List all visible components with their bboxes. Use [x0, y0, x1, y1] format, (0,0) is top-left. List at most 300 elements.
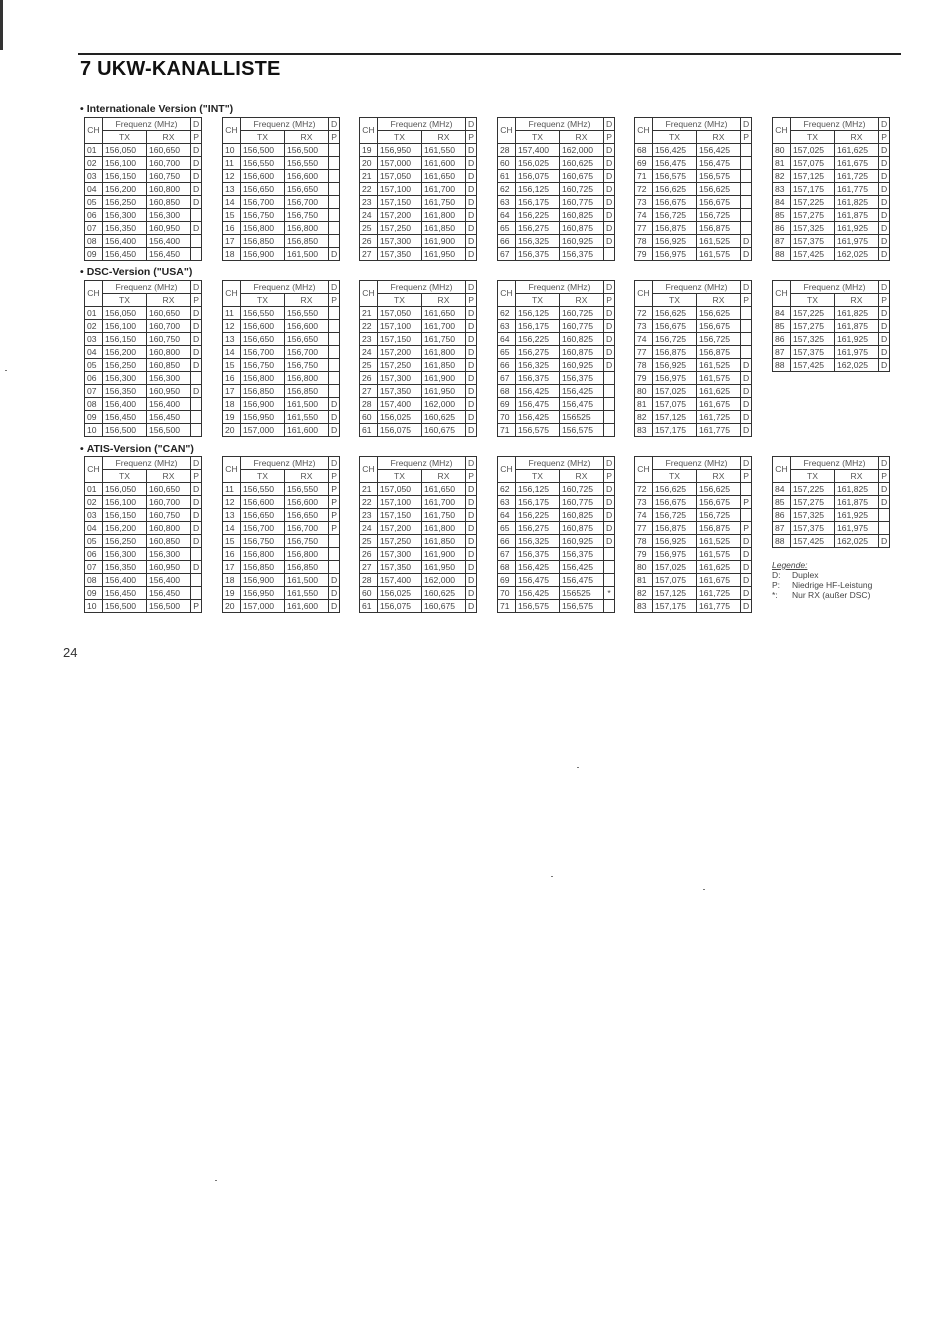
header-tx: TX — [241, 294, 285, 307]
rx-frequency: 160,775 — [560, 196, 604, 209]
table-row — [498, 209, 615, 222]
rx-frequency: 160,950 — [147, 561, 191, 574]
table-row — [773, 157, 890, 170]
channel-flag — [329, 548, 340, 561]
channel-number: 24 — [360, 522, 378, 535]
channel-number: 26 — [360, 548, 378, 561]
channel-number: 77 — [635, 522, 653, 535]
rx-frequency: 161,500 — [285, 574, 329, 587]
rx-frequency: 160,875 — [560, 346, 604, 359]
header-frequency: Frequenz (MHz) — [241, 281, 329, 294]
table-row — [360, 248, 477, 261]
tx-frequency: 156,500 — [103, 424, 147, 437]
header-row — [635, 457, 752, 470]
channel-flag: D — [466, 248, 477, 261]
rx-frequency: 161,500 — [285, 248, 329, 261]
channel-flag — [604, 548, 615, 561]
channel-flag: D — [604, 157, 615, 170]
header-d: D — [191, 118, 202, 131]
table-row — [635, 144, 752, 157]
tx-frequency: 156,650 — [241, 509, 285, 522]
header-row — [498, 281, 615, 294]
tx-frequency: 156,225 — [516, 333, 560, 346]
header-tx: TX — [103, 294, 147, 307]
table-header — [773, 457, 890, 483]
header-tx: TX — [791, 470, 835, 483]
rx-frequency: 161,875 — [835, 320, 879, 333]
header-rx: RX — [835, 294, 879, 307]
channel-number: 07 — [85, 222, 103, 235]
channel-flag: D — [466, 307, 477, 320]
header-d: D — [604, 457, 615, 470]
rx-frequency: 162,025 — [835, 359, 879, 372]
rx-frequency: 161,750 — [422, 333, 466, 346]
header-ch: CH — [223, 118, 241, 144]
channel-number: 23 — [360, 509, 378, 522]
rx-frequency: 161,800 — [422, 209, 466, 222]
channel-number: 81 — [773, 157, 791, 170]
rx-frequency: 156,725 — [697, 333, 741, 346]
header-row — [223, 457, 340, 470]
tx-frequency: 156,175 — [516, 320, 560, 333]
bullet-icon: • — [80, 103, 84, 115]
table-row — [360, 509, 477, 522]
channel-flag: D — [466, 509, 477, 522]
table-row — [360, 522, 477, 535]
table-row — [498, 144, 615, 157]
channel-number: 86 — [773, 222, 791, 235]
channel-number: 63 — [498, 196, 516, 209]
channel-flag: D — [604, 333, 615, 346]
tx-frequency: 156,275 — [516, 346, 560, 359]
table-row — [498, 307, 615, 320]
rx-frequency: 161,900 — [422, 235, 466, 248]
table-row — [773, 209, 890, 222]
header-d: D — [466, 281, 477, 294]
channel-number: 04 — [85, 183, 103, 196]
channel-flag — [604, 385, 615, 398]
channel-number: 78 — [635, 535, 653, 548]
tx-frequency: 157,175 — [653, 424, 697, 437]
rx-frequency: 156,650 — [285, 183, 329, 196]
channel-flag: D — [466, 333, 477, 346]
channel-number: 83 — [773, 183, 791, 196]
tx-frequency: 157,225 — [791, 483, 835, 496]
channel-number: 81 — [635, 398, 653, 411]
tx-frequency: 157,100 — [378, 183, 422, 196]
channel-number: 88 — [773, 359, 791, 372]
table-row — [360, 548, 477, 561]
table-row — [360, 496, 477, 509]
tx-frequency: 157,200 — [378, 209, 422, 222]
header-rx: RX — [560, 470, 604, 483]
table-row — [635, 320, 752, 333]
rx-frequency: 160,800 — [147, 183, 191, 196]
rx-frequency: 156,725 — [697, 509, 741, 522]
header-frequency: Frequenz (MHz) — [103, 281, 191, 294]
channel-flag: D — [604, 235, 615, 248]
tx-frequency: 156,450 — [103, 248, 147, 261]
rx-frequency: 156,425 — [560, 561, 604, 574]
channel-number: 74 — [635, 509, 653, 522]
rx-frequency: 160,725 — [560, 483, 604, 496]
tx-frequency: 157,000 — [241, 424, 285, 437]
channel-flag: D — [879, 157, 890, 170]
header-frequency: Frequenz (MHz) — [791, 118, 879, 131]
rx-frequency: 161,700 — [422, 496, 466, 509]
channel-flag — [741, 307, 752, 320]
table-row — [223, 411, 340, 424]
table-row — [223, 522, 340, 535]
table-header — [498, 281, 615, 307]
channel-flag — [191, 411, 202, 424]
channel-number: 26 — [360, 235, 378, 248]
tx-frequency: 157,350 — [378, 561, 422, 574]
table-row — [360, 183, 477, 196]
header-row — [498, 294, 615, 307]
rx-frequency: 161,850 — [422, 359, 466, 372]
tx-frequency: 156,300 — [103, 372, 147, 385]
header-p: P — [604, 131, 615, 144]
rx-frequency: 162,000 — [560, 144, 604, 157]
table-row — [360, 424, 477, 437]
table-row — [223, 509, 340, 522]
channel-flag: D — [466, 574, 477, 587]
tx-frequency: 157,425 — [791, 535, 835, 548]
header-d: D — [191, 281, 202, 294]
channel-number: 14 — [223, 522, 241, 535]
table-row — [498, 574, 615, 587]
table-row — [773, 248, 890, 261]
rx-frequency: 160,725 — [560, 307, 604, 320]
channel-flag: D — [329, 411, 340, 424]
rx-frequency: 156,400 — [147, 398, 191, 411]
channel-flag: D — [879, 307, 890, 320]
channel-number: 64 — [498, 333, 516, 346]
table-header — [635, 457, 752, 483]
channel-number: 63 — [498, 320, 516, 333]
channel-flag: D — [604, 346, 615, 359]
channel-number: 61 — [360, 424, 378, 437]
table-row — [223, 561, 340, 574]
header-p: P — [466, 131, 477, 144]
channel-number: 24 — [360, 209, 378, 222]
rx-frequency: 161,775 — [835, 183, 879, 196]
header-d: D — [191, 457, 202, 470]
tx-frequency: 157,250 — [378, 535, 422, 548]
channel-flag: D — [604, 320, 615, 333]
tx-frequency: 156,725 — [653, 509, 697, 522]
scan-speck — [5, 370, 7, 371]
header-rx: RX — [835, 131, 879, 144]
tx-frequency: 156,550 — [241, 307, 285, 320]
rx-frequency: 156,800 — [285, 372, 329, 385]
table-header — [498, 118, 615, 144]
channel-flag — [741, 144, 752, 157]
channel-flag: D — [191, 170, 202, 183]
channel-number: 83 — [635, 600, 653, 613]
rx-frequency: 160,875 — [560, 522, 604, 535]
channel-flag: D — [604, 222, 615, 235]
header-row — [360, 131, 477, 144]
table-row — [773, 170, 890, 183]
rx-frequency: 156,575 — [560, 600, 604, 613]
channel-flag: D — [741, 600, 752, 613]
channel-number: 12 — [223, 170, 241, 183]
tx-frequency: 156,150 — [103, 509, 147, 522]
table-row — [223, 183, 340, 196]
channel-flag: D — [466, 548, 477, 561]
channel-number: 21 — [360, 307, 378, 320]
table-row — [360, 209, 477, 222]
rx-frequency: 156,375 — [560, 372, 604, 385]
channel-number: 60 — [360, 587, 378, 600]
legend-item — [772, 570, 872, 580]
channel-flag — [191, 372, 202, 385]
channel-number: 10 — [85, 424, 103, 437]
legend-key: P: — [772, 580, 781, 590]
channel-flag — [741, 209, 752, 222]
rx-frequency: 161,600 — [422, 157, 466, 170]
table-row — [223, 483, 340, 496]
tx-frequency: 156,375 — [516, 372, 560, 385]
header-p: P — [604, 294, 615, 307]
rx-frequency: 156,850 — [285, 235, 329, 248]
tx-frequency: 156,200 — [103, 346, 147, 359]
channel-number: 64 — [498, 209, 516, 222]
section-label: DSC-Version ("USA") — [86, 266, 193, 278]
table-row — [773, 183, 890, 196]
channel-flag: D — [191, 333, 202, 346]
tx-frequency: 156,400 — [103, 398, 147, 411]
channel-flag — [879, 522, 890, 535]
tx-frequency: 156,325 — [516, 359, 560, 372]
rx-frequency: 161,800 — [422, 522, 466, 535]
tx-frequency: 156,250 — [103, 359, 147, 372]
channel-number: 65 — [498, 346, 516, 359]
rx-frequency: 156,400 — [147, 235, 191, 248]
channel-flag — [604, 248, 615, 261]
table-row — [498, 535, 615, 548]
tx-frequency: 157,225 — [791, 196, 835, 209]
tx-frequency: 157,025 — [653, 561, 697, 574]
tx-frequency: 157,200 — [378, 346, 422, 359]
channel-number: 74 — [635, 209, 653, 222]
channel-flag: P — [329, 496, 340, 509]
channel-flag — [329, 333, 340, 346]
channel-flag: D — [879, 170, 890, 183]
channel-flag: D — [329, 398, 340, 411]
channel-number: 74 — [635, 333, 653, 346]
header-ch: CH — [360, 281, 378, 307]
tx-frequency: 157,325 — [791, 333, 835, 346]
channel-flag: D — [604, 359, 615, 372]
channel-flag: D — [879, 359, 890, 372]
header-ch: CH — [223, 457, 241, 483]
header-ch: CH — [773, 281, 791, 307]
tx-frequency: 156,100 — [103, 320, 147, 333]
channel-number: 65 — [498, 522, 516, 535]
channel-table — [634, 456, 752, 613]
rx-frequency: 162,000 — [422, 574, 466, 587]
tx-frequency: 156,475 — [516, 398, 560, 411]
header-rx: RX — [147, 470, 191, 483]
header-frequency: Frequenz (MHz) — [653, 281, 741, 294]
channel-flag — [329, 170, 340, 183]
channel-number: 15 — [223, 209, 241, 222]
channel-flag: P — [741, 522, 752, 535]
table-row — [635, 372, 752, 385]
header-d: D — [466, 457, 477, 470]
tx-frequency: 156,425 — [516, 587, 560, 600]
channel-number: 16 — [223, 222, 241, 235]
tx-frequency: 156,850 — [241, 385, 285, 398]
rx-frequency: 156,500 — [147, 424, 191, 437]
channel-flag: D — [604, 535, 615, 548]
header-rx: RX — [147, 131, 191, 144]
table-row — [635, 509, 752, 522]
header-rx: RX — [285, 294, 329, 307]
table-row — [498, 248, 615, 261]
channel-flag: D — [879, 248, 890, 261]
rx-frequency: 156,575 — [697, 170, 741, 183]
channel-number: 72 — [635, 183, 653, 196]
table-row — [498, 196, 615, 209]
header-tx: TX — [516, 131, 560, 144]
legend-item — [772, 590, 872, 600]
channel-flag — [329, 235, 340, 248]
channel-number: 71 — [498, 600, 516, 613]
tx-frequency: 156,600 — [241, 320, 285, 333]
rx-frequency: 161,950 — [422, 561, 466, 574]
table-row — [360, 196, 477, 209]
tx-frequency: 156,425 — [653, 144, 697, 157]
channel-number: 02 — [85, 496, 103, 509]
channel-table — [497, 456, 615, 613]
header-row — [85, 294, 202, 307]
channel-flag: D — [191, 522, 202, 535]
channel-number: 69 — [498, 574, 516, 587]
tx-frequency: 157,425 — [791, 359, 835, 372]
rx-frequency: 156,675 — [697, 496, 741, 509]
table-row — [498, 522, 615, 535]
page-number: 24 — [63, 645, 78, 660]
table-row — [635, 600, 752, 613]
channel-flag: D — [191, 359, 202, 372]
channel-flag: D — [741, 359, 752, 372]
header-tx: TX — [103, 131, 147, 144]
header-tx: TX — [241, 470, 285, 483]
tx-frequency: 157,100 — [378, 320, 422, 333]
header-frequency: Frequenz (MHz) — [378, 457, 466, 470]
tx-frequency: 156,350 — [103, 385, 147, 398]
rx-frequency: 160,700 — [147, 320, 191, 333]
table-row — [360, 346, 477, 359]
table-row — [85, 372, 202, 385]
tx-frequency: 156,150 — [103, 170, 147, 183]
table-row — [223, 333, 340, 346]
tx-frequency: 156,700 — [241, 196, 285, 209]
channel-flag — [329, 561, 340, 574]
tx-frequency: 157,275 — [791, 209, 835, 222]
channel-table — [84, 117, 202, 261]
rx-frequency: 156525 — [560, 587, 604, 600]
rx-frequency: 160,650 — [147, 307, 191, 320]
channel-number: 12 — [223, 496, 241, 509]
tx-frequency: 156,275 — [516, 222, 560, 235]
tx-frequency: 156,725 — [653, 209, 697, 222]
channel-flag — [604, 561, 615, 574]
tx-frequency: 156,800 — [241, 222, 285, 235]
rx-frequency: 161,500 — [285, 398, 329, 411]
channel-flag: D — [191, 346, 202, 359]
channel-number: 06 — [85, 372, 103, 385]
channel-flag — [741, 346, 752, 359]
header-row — [773, 281, 890, 294]
header-p: P — [466, 470, 477, 483]
channel-flag: D — [466, 183, 477, 196]
tx-frequency: 157,175 — [653, 600, 697, 613]
table-row — [773, 483, 890, 496]
tx-frequency: 156,100 — [103, 157, 147, 170]
header-rx: RX — [285, 470, 329, 483]
table-row — [360, 535, 477, 548]
rx-frequency: 161,650 — [422, 307, 466, 320]
table-row — [85, 587, 202, 600]
rx-frequency: 161,900 — [422, 372, 466, 385]
tx-frequency: 157,400 — [378, 398, 422, 411]
tx-frequency: 156,600 — [241, 170, 285, 183]
channel-number: 62 — [498, 307, 516, 320]
tx-frequency: 156,500 — [103, 600, 147, 613]
table-row — [223, 587, 340, 600]
tx-frequency: 156,450 — [103, 411, 147, 424]
rx-frequency: 156,300 — [147, 548, 191, 561]
channel-table — [359, 456, 477, 613]
table-header — [635, 281, 752, 307]
rx-frequency: 160,675 — [560, 170, 604, 183]
scan-speck — [703, 889, 705, 890]
table-row — [773, 307, 890, 320]
channel-number: 01 — [85, 483, 103, 496]
channel-flag: D — [466, 222, 477, 235]
header-frequency: Frequenz (MHz) — [791, 457, 879, 470]
rx-frequency: 160,750 — [147, 333, 191, 346]
table-row — [360, 372, 477, 385]
rx-frequency: 161,525 — [697, 235, 741, 248]
header-row — [85, 131, 202, 144]
tx-frequency: 156,675 — [653, 196, 697, 209]
rx-frequency: 160,850 — [147, 359, 191, 372]
header-tx: TX — [378, 131, 422, 144]
rx-frequency: 160,950 — [147, 222, 191, 235]
tx-frequency: 157,075 — [791, 157, 835, 170]
channel-flag — [604, 372, 615, 385]
channel-number: 67 — [498, 548, 516, 561]
channel-table — [772, 117, 890, 261]
channel-number: 87 — [773, 235, 791, 248]
channel-number: 70 — [498, 587, 516, 600]
channel-number: 86 — [773, 509, 791, 522]
table-header — [360, 457, 477, 483]
table-row — [635, 535, 752, 548]
header-tx: TX — [241, 131, 285, 144]
header-ch: CH — [635, 118, 653, 144]
channel-flag: D — [466, 196, 477, 209]
table-row — [498, 483, 615, 496]
header-rx: RX — [560, 294, 604, 307]
tx-frequency: 156,575 — [516, 424, 560, 437]
